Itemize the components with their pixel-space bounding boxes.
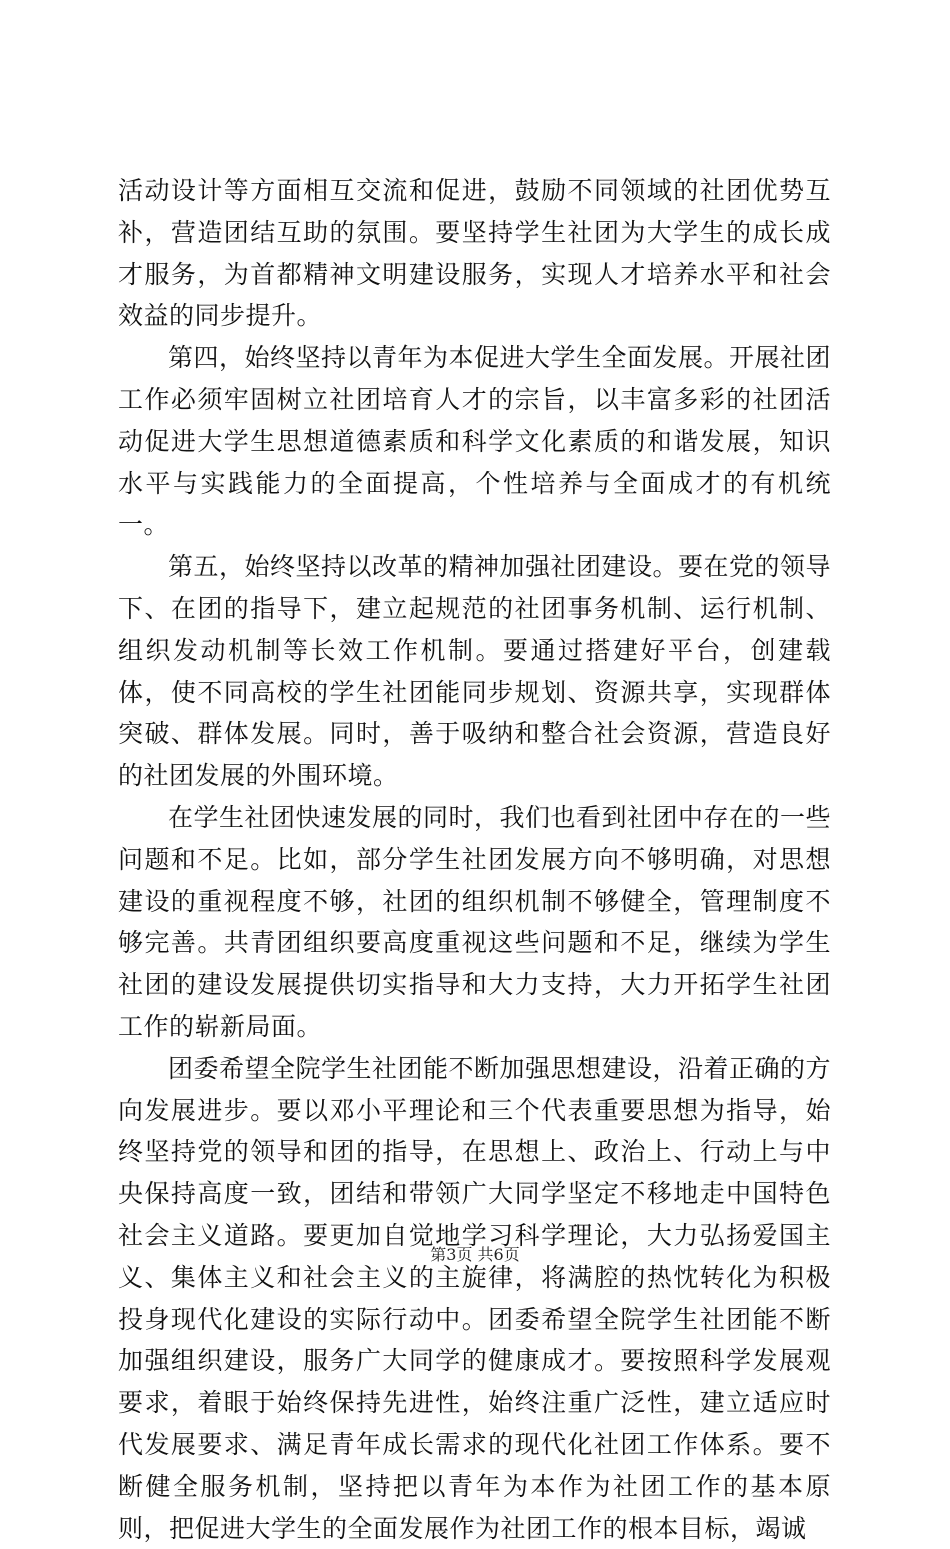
paragraph-1: 活动设计等方面相互交流和促进，鼓励不同领域的社团优势互补，营造团结互助的氛围。要坚持学生社团为大学生的成长成才服务，为首都精神文明建设服务，实现人才培养水平和社会效益的同步提升。 xyxy=(118,176,831,331)
paragraph-4: 在学生社团快速发展的同时，我们也看到社团中存在的一些问题和不足。比如，部分学生社团发展方向不够明确，对思想建设的重视程度不够，社团的组织机制不够健全，管理制度不够完善。共青团组织要高度重视这些问题和不足，继续为学生社团的建设发展提供切实指导和大力支持，大力开拓学生社团工作的崭新局面。 xyxy=(118,802,832,1041)
paragraph-2: 第四，始终坚持以青年为本促进大学生全面发展。开展社团工作必须牢固树立社团培育人才的宗旨，以丰富多彩的社团活动促进大学生思想道德素质和科学文化素质的和谐发展，知识水平与实践能力的全面提高，个性培养与全面成才的有机统一。 xyxy=(118,343,832,540)
body-text xyxy=(118,170,831,1549)
paragraph-5: 团委希望全院学生社团能不断加强思想建设，沿着正确的方向发展进步。要以邓小平理论和三个代表重要思想为指导，始终坚持党的领导和团的指导，在思想上、政治上、行动上与中央保持高度一致，团结和带领广大同学坚定不移地走中国特色社会主义道路。要更加自觉地学习科学理论，大力弘扬爱国主义、集体主义和社会主义的主旋律，将满腔的热忱转化为积极投身现代化建设的实际行动中。团委希望全院学生社团能不断加强组织建设，服务广大同学的健康成才。要按照科学发展观要求，着眼于始终保持先进性，始终注重广泛性，建立适应时代发展要求、满足青年成长需求的现代化社团工作体系。要不断健全服务机制，坚持把以青年为本作为社团工作的基本原则，把促进大学生的全面发展作为社团工作的根本目标，竭诚 xyxy=(118,1053,832,1543)
page-number-footer: 第3页 共6页 xyxy=(430,1245,520,1264)
paragraph-3: 第五，始终坚持以改革的精神加强社团建设。要在党的领导下、在团的指导下，建立起规范的社团事务机制、运行机制、组织发动机制等长效工作机制。要通过搭建好平台，创建载体，使不同高校的学生社团能同步规划、资源共享，实现群体突破、群体发展。同时，善于吸纳和整合社会资源，营造良好的社团发展的外围环境。 xyxy=(118,552,832,791)
